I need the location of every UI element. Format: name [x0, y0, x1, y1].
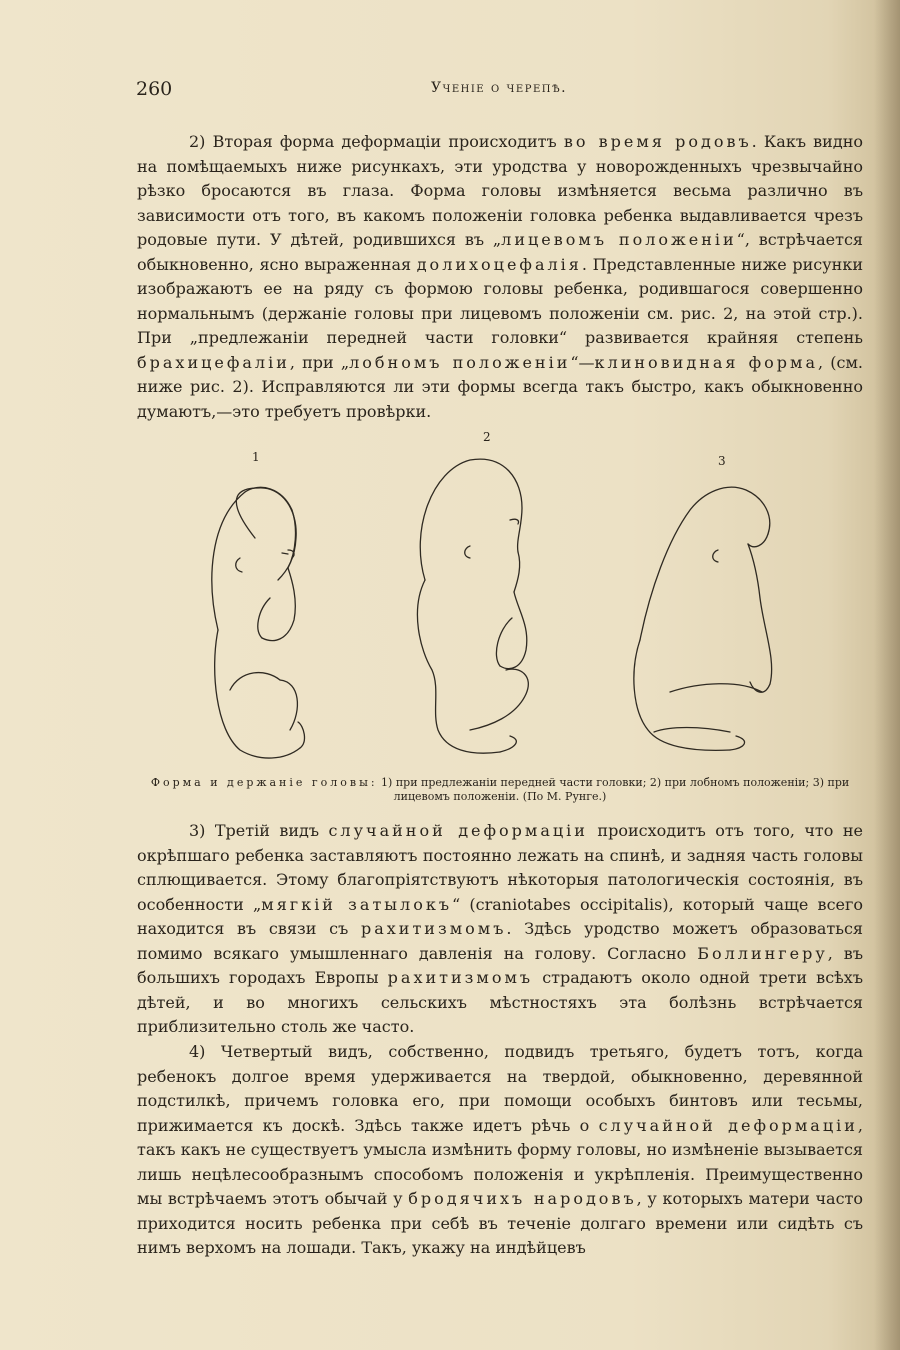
- paragraph-3: [137, 819, 863, 1040]
- spaced-text: клиновидная форма: [594, 352, 819, 372]
- text-run: , въ большихъ городахъ Европы: [137, 943, 863, 987]
- running-title: Ученіе о черепѣ.: [430, 80, 568, 96]
- infant-figure-1: [212, 487, 305, 758]
- text-run: страдаютъ около одной трети всѣхъ дѣтей, и во многихъ сельскихъ мѣстностяхъ эта болѣзнь встрѣчается приблизительно столь же часто.: [137, 968, 864, 1036]
- text-run: , при „: [289, 352, 350, 372]
- spaced-text: лобномъ положеніи: [349, 352, 571, 372]
- text-run: , такъ какъ не существуетъ умысла измѣнить форму головы, но измѣненіе вызывается лишь нецѣлесообразнымъ способомъ положенія и укрѣпленія. Преимущественно мы встрѣчаемъ этотъ обычай у: [137, 1115, 864, 1208]
- page-header: [136, 78, 862, 102]
- text-run: происходитъ отъ того, что не окрѣпшаго ребенка заставляютъ постоянно лежать на спинѣ, и задняя часть головы сплющивается. Этому благопріятствуютъ нѣкоторыя патологическія состоянія, въ особенности „: [137, 821, 863, 914]
- spaced-text: бродячихъ народовъ: [408, 1189, 637, 1208]
- spaced-text: Боллингеру: [697, 943, 828, 963]
- spaced-text: во время родовъ: [563, 132, 752, 151]
- text-run: “ (craniotabes occipitalis), который чаще всего находится въ связи съ: [137, 894, 864, 938]
- caption-text: 1) при предлежаніи передней части головки; 2) при лобномъ положеніи; 3) при лицевомъ положеніи. (По М. Рунге.): [377, 776, 850, 803]
- text-run: . Представленные ниже рисунки изображаютъ ее на ряду съ формою головы ребенка, родившагося совершенно нормальнымъ (держаніе головы при лицевомъ положеніи см. рис. 2, на этой стр.). При „предлежаніи передней части головки“ развивается крайняя степень: [137, 254, 863, 347]
- text-run: 2) Вторая форма деформаціи происходитъ: [189, 132, 564, 151]
- caption-spaced: Форма и держаніе головы:: [150, 776, 378, 789]
- spaced-text: брахицефаліи: [137, 352, 290, 372]
- spaced-text: случайной деформаціи: [328, 821, 588, 840]
- spaced-text: рахитизмомъ: [360, 919, 507, 938]
- text-run: . Какъ видно на помѣщаемыхъ ниже рисункахъ, эти уродства у новорожденныхъ чрезвычайно рѣзко бросаются въ глаза. Форма головы измѣняется весьма различно въ зависимости отъ того, въ какомъ положеніи головка ребенка выдавливается чрезъ родовые пути. У дѣтей, родившихся въ „: [137, 132, 863, 249]
- infant-figure-2: [417, 459, 528, 753]
- spaced-text: рахитизмомъ: [387, 968, 534, 987]
- figure-label-2: 2: [483, 430, 491, 444]
- figure-caption: [137, 776, 863, 804]
- paragraph-2: [137, 130, 863, 424]
- page-gutter-shadow: [874, 0, 900, 1350]
- paragraph-4: [137, 1040, 863, 1261]
- figure-label-1: 1: [252, 450, 260, 464]
- infant-drawings: [170, 430, 870, 775]
- text-run: , у которыхъ матери часто приходится носить ребенка при себѣ въ теченіе долгаго времени или сидѣть съ нимъ верхомъ на лошади. Такъ, укажу на индѣйцевъ: [137, 1189, 864, 1257]
- text-run: . Здѣсь уродство можетъ образоваться помимо всякаго умышленнаго давленія на голову. Согласно: [137, 919, 864, 963]
- spaced-text: случайной деформаціи: [598, 1115, 858, 1135]
- spaced-text: лицевомъ положеніи: [501, 230, 737, 249]
- figure-group: [170, 430, 870, 775]
- text-run: 4) Четвертый видъ, собственно, подвидъ третьяго, будетъ тотъ, когда ребенокъ долгое время удерживается на твердой, обыкновенно, деревянной подстилкѣ, причемъ головка его, при помощи особыхъ бинтовъ или тесьмы, прижимается къ доскѣ. Здѣсь также идетъ рѣчь о: [137, 1042, 863, 1135]
- spaced-text: долихоцефалія: [416, 254, 582, 274]
- text-run: “—: [570, 352, 595, 372]
- spaced-text: мягкій затылокъ: [261, 894, 453, 914]
- figure-label-3: 3: [718, 454, 726, 468]
- page-number: 260: [136, 78, 173, 100]
- text-run: , (см. ниже рис. 2). Исправляются ли эти формы всегда такъ быстро, какъ обыкновенно думаютъ,—это требуетъ провѣрки.: [137, 352, 863, 421]
- infant-figure-3: [634, 487, 772, 750]
- text-run: 3) Третій видъ: [189, 821, 329, 840]
- text-run: “, встрѣчается обыкновенно, ясно выраженная: [137, 230, 863, 274]
